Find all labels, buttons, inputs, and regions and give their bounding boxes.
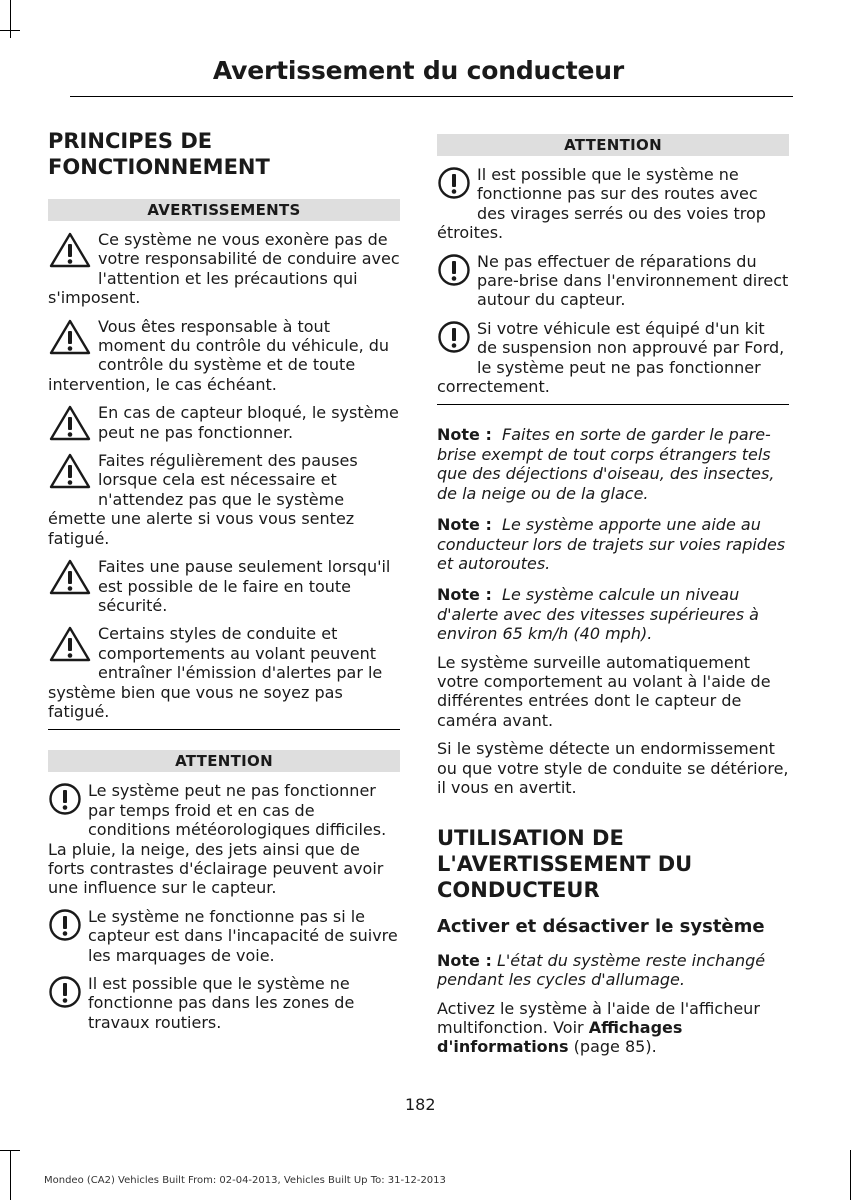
warning-item bbox=[48, 624, 400, 721]
note-text: Le système calcule un niveau d'alerte avec des vitesses supérieures à environ 65 km/h (40 mph). bbox=[437, 585, 759, 644]
warning-item bbox=[437, 319, 789, 397]
warning-icon bbox=[48, 625, 92, 663]
warning-text: En cas de capteur bloqué, le système peut ne pas fonctionner. bbox=[98, 403, 399, 442]
page-number: 182 bbox=[405, 1095, 436, 1114]
attention-list bbox=[48, 781, 400, 1032]
attention-list bbox=[437, 165, 789, 396]
section-title-principles: PRINCIPES DE FONCTIONNEMENT bbox=[48, 129, 270, 179]
notes-list bbox=[437, 425, 789, 643]
warnings-list bbox=[48, 230, 400, 721]
warning-item bbox=[48, 317, 400, 395]
note-text: L'état du système reste inchangé pendant les cycles d'allumage. bbox=[437, 950, 766, 990]
warning-icon bbox=[48, 452, 92, 490]
crop-mark bbox=[10, 0, 11, 38]
warning-item bbox=[48, 557, 400, 615]
activate-paragraph bbox=[437, 999, 789, 1057]
section-title-usage: UTILISATION DE L'AVERTISSEMENT DU CONDUCTEUR bbox=[437, 826, 693, 903]
note bbox=[437, 951, 789, 990]
note bbox=[437, 425, 789, 503]
warning-icon bbox=[48, 318, 92, 356]
warning-item bbox=[48, 974, 400, 1032]
warning-text: Il est possible que le système ne fonctionne pas sur des routes avec des virages serrés ou des voies trop étroites. bbox=[437, 165, 766, 243]
attention-icon bbox=[437, 166, 471, 204]
footer-text: Mondeo (CA2) Vehicles Built From: 02-04-2013, Vehicles Built Up To: 31-12-2013 bbox=[44, 1175, 446, 1186]
warning-text: Le système peut ne pas fonctionner par temps froid et en cas de conditions météorologiques difficiles. La pluie, la neige, des jets ainsi que de forts contrastes d'éclairage peuvent avoir une influence sur le capteur. bbox=[48, 781, 387, 898]
warning-item bbox=[437, 165, 789, 243]
sub-title: Activer et désactiver le système bbox=[437, 916, 765, 938]
warning-text: Ce système ne vous exonère pas de votre responsabilité de conduire avec l'attention et les précautions qui s'imposent. bbox=[48, 230, 400, 308]
warning-icon bbox=[48, 404, 92, 442]
warning-icon bbox=[48, 558, 92, 596]
note-text: Le système apporte une aide au conducteur lors de trajets sur voies rapides et autoroutes. bbox=[437, 515, 786, 573]
note-label: Note : bbox=[437, 425, 492, 445]
warning-text: Faites une pause seulement lorsqu'il est possible de le faire en toute sécurité. bbox=[98, 557, 391, 615]
attention-box-title: ATTENTION bbox=[437, 134, 789, 156]
warning-item bbox=[48, 230, 400, 308]
attention-icon bbox=[48, 975, 82, 1013]
activate-text: Activez le système à l'aide de l'afficheur multifonction. Voir bbox=[437, 998, 760, 1037]
warning-item bbox=[48, 403, 400, 442]
crop-mark bbox=[850, 1150, 851, 1200]
attention-icon bbox=[437, 320, 471, 358]
warning-text: Si votre véhicule est équipé d'un kit de suspension non approuvé par Ford, le système peut ne pas fonctionner correctement. bbox=[437, 318, 785, 397]
attention-icon bbox=[437, 253, 471, 291]
note-label: Note : bbox=[437, 515, 492, 535]
page-title: Avertissement du conducteur bbox=[212, 56, 624, 85]
left-column bbox=[48, 128, 400, 1032]
warning-text: Ne pas effectuer de réparations du pare-brise dans l'environnement direct autour du capteur. bbox=[477, 251, 789, 310]
note bbox=[437, 585, 789, 643]
warning-text: Certains styles de conduite et comportements au volant peuvent entraîner l'émission d'alertes par le système bien que vous ne soyez pas fatigué. bbox=[48, 624, 383, 721]
cross-reference-link[interactable]: Affichages d'informations bbox=[437, 1018, 683, 1057]
warning-item bbox=[48, 451, 400, 548]
warnings-box-title: AVERTISSEMENTS bbox=[48, 199, 400, 221]
warning-item bbox=[48, 781, 400, 897]
header-divider bbox=[70, 96, 793, 97]
note-label: Note : bbox=[437, 585, 492, 605]
note-label: Note : bbox=[437, 950, 492, 970]
attention-box-title: ATTENTION bbox=[48, 750, 400, 772]
note-text: Faites en sorte de garder le pare-brise exempt de tout corps étrangers tels que des déjections d'oiseau, des insectes, de la neige ou de la glace. bbox=[437, 425, 775, 503]
page-reference: (page 85). bbox=[573, 1037, 657, 1057]
warning-icon bbox=[48, 231, 92, 269]
right-column bbox=[437, 134, 789, 1057]
paragraph: Si le système détecte un endormissement ou que votre style de conduite se détériore, il vous en avertit. bbox=[437, 739, 789, 797]
crop-mark bbox=[0, 30, 20, 31]
attention-icon bbox=[48, 782, 82, 820]
warning-text: Faites régulièrement des pauses lorsque cela est nécessaire et n'attendez pas que le système émette une alerte si vous vous sentez fatigué. bbox=[48, 451, 358, 548]
crop-mark bbox=[10, 1150, 11, 1200]
warning-item bbox=[48, 907, 400, 965]
paragraph: Le système surveille automatiquement votre comportement au volant à l'aide de différentes entrées dont le capteur de caméra avant. bbox=[437, 652, 771, 730]
warning-item bbox=[437, 252, 789, 310]
warning-text: Vous êtes responsable à tout moment du contrôle du véhicule, du contrôle du système et de toute intervention, le cas échéant. bbox=[48, 316, 390, 394]
crop-mark bbox=[0, 1150, 20, 1151]
warning-text: Il est possible que le système ne fonctionne pas dans les zones de travaux routiers. bbox=[88, 974, 355, 1032]
attention-icon bbox=[48, 908, 82, 946]
warning-text: Le système ne fonctionne pas si le capteur est dans l'incapacité de suivre les marquages de voie. bbox=[88, 906, 398, 965]
note bbox=[437, 515, 789, 573]
